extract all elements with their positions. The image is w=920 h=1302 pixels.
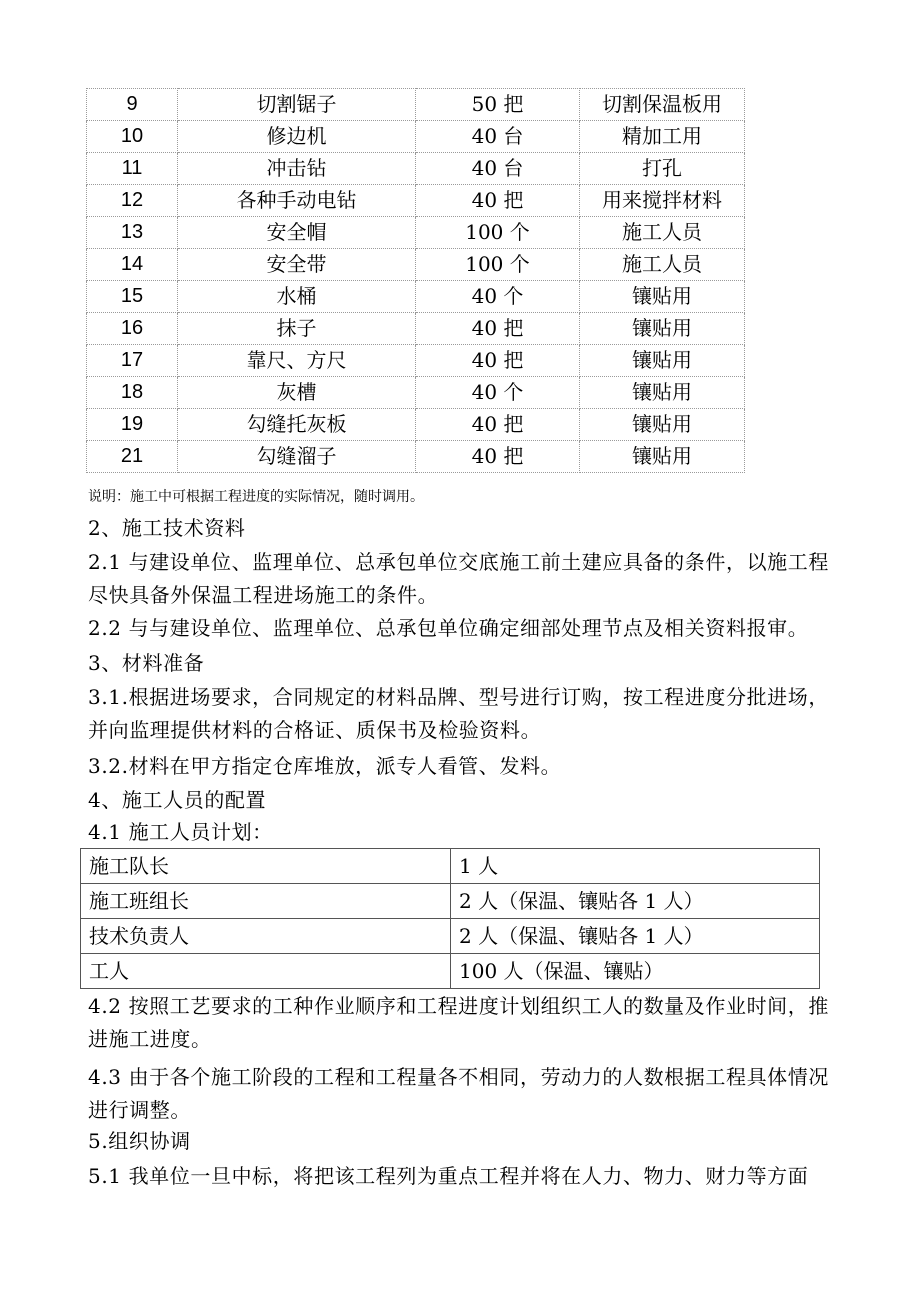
equipment-use: 镶贴用 xyxy=(580,377,745,409)
equipment-qty: 40 把 xyxy=(416,313,580,345)
equipment-name: 切割锯子 xyxy=(178,89,416,121)
table-row xyxy=(81,919,820,954)
equipment-table xyxy=(86,88,745,473)
staff-role: 施工班组长 xyxy=(81,884,451,919)
equipment-no: 16 xyxy=(87,313,178,345)
equipment-qty: 40 把 xyxy=(416,345,580,377)
equipment-qty: 100 个 xyxy=(416,249,580,281)
table-row xyxy=(87,121,745,153)
equipment-use: 镶贴用 xyxy=(580,281,745,313)
equipment-use: 镶贴用 xyxy=(580,409,745,441)
staff-count: 2 人（保温、镶贴各 1 人） xyxy=(451,919,820,954)
equipment-qty: 50 把 xyxy=(416,89,580,121)
equipment-use: 精加工用 xyxy=(580,121,745,153)
table-row xyxy=(87,409,745,441)
equipment-name: 靠尺、方尺 xyxy=(178,345,416,377)
staff-count: 100 人（保温、镶贴） xyxy=(451,954,820,989)
equipment-use: 打孔 xyxy=(580,153,745,185)
equipment-name: 安全带 xyxy=(178,249,416,281)
paragraph-2-1: 2.1 与建设单位、监理单位、总承包单位交底施工前土建应具备的条件，以施工程尽快具备外保温工程进场施工的条件。 xyxy=(88,550,829,607)
equipment-name: 各种手动电钻 xyxy=(178,185,416,217)
table-row xyxy=(87,185,745,217)
equipment-no: 11 xyxy=(87,153,178,185)
paragraph-4-2: 4.2 按照工艺要求的工种作业顺序和工程进度计划组织工人的数量及作业时间，推进施工进度。 xyxy=(88,994,829,1051)
equipment-no: 12 xyxy=(87,185,178,217)
equipment-no: 21 xyxy=(87,441,178,473)
table-note: 说明：施工中可根据工程进度的实际情况，随时调用。 xyxy=(88,489,424,505)
table-row xyxy=(87,345,745,377)
equipment-name: 勾缝托灰板 xyxy=(178,409,416,441)
table-row xyxy=(87,89,745,121)
staff-role: 技术负责人 xyxy=(81,919,451,954)
equipment-no: 15 xyxy=(87,281,178,313)
equipment-name: 冲击钻 xyxy=(178,153,416,185)
paragraph-4-1: 4.1 施工人员计划： xyxy=(88,820,273,844)
paragraph-2-2: 2.2 与与建设单位、监理单位、总承包单位确定细部处理节点及相关资料报审。 xyxy=(88,616,809,640)
equipment-name: 抹子 xyxy=(178,313,416,345)
table-row xyxy=(87,313,745,345)
equipment-use: 镶贴用 xyxy=(580,441,745,473)
equipment-no: 10 xyxy=(87,121,178,153)
section-heading-4: 4、施工人员的配置 xyxy=(88,788,267,812)
equipment-use: 用来搅拌材料 xyxy=(580,185,745,217)
paragraph-3-2: 3.2.材料在甲方指定仓库堆放，派专人看管、发料。 xyxy=(88,754,562,778)
paragraph-5-1: 5.1 我单位一旦中标，将把该工程列为重点工程并将在人力、物力、财力等方面 xyxy=(88,1164,809,1188)
paragraph-3-1: 3.1.根据进场要求，合同规定的材料品牌、型号进行订购，按工程进度分批进场，并向监理提供材料的合格证、质保书及检验资料。 xyxy=(88,685,829,742)
equipment-qty: 40 把 xyxy=(416,409,580,441)
table-row xyxy=(81,884,820,919)
equipment-qty: 100 个 xyxy=(416,217,580,249)
equipment-no: 17 xyxy=(87,345,178,377)
equipment-use: 施工人员 xyxy=(580,217,745,249)
equipment-qty: 40 台 xyxy=(416,121,580,153)
section-heading-5: 5.组织协调 xyxy=(88,1129,191,1153)
equipment-use: 镶贴用 xyxy=(580,345,745,377)
section-heading-3: 3、材料准备 xyxy=(88,651,205,675)
table-row xyxy=(87,153,745,185)
staff-role: 工人 xyxy=(81,954,451,989)
equipment-name: 灰槽 xyxy=(178,377,416,409)
table-row xyxy=(87,441,745,473)
equipment-no: 13 xyxy=(87,217,178,249)
equipment-qty: 40 把 xyxy=(416,441,580,473)
equipment-name: 勾缝溜子 xyxy=(178,441,416,473)
staff-count: 1 人 xyxy=(451,849,820,884)
equipment-qty: 40 个 xyxy=(416,377,580,409)
table-row xyxy=(81,849,820,884)
equipment-name: 水桶 xyxy=(178,281,416,313)
section-heading-2: 2、施工技术资料 xyxy=(88,516,246,540)
table-row xyxy=(87,281,745,313)
paragraph-4-3: 4.3 由于各个施工阶段的工程和工程量各不相同，劳动力的人数根据工程具体情况进行调整。 xyxy=(88,1065,829,1122)
equipment-qty: 40 个 xyxy=(416,281,580,313)
equipment-qty: 40 把 xyxy=(416,185,580,217)
staff-role: 施工队长 xyxy=(81,849,451,884)
equipment-use: 切割保温板用 xyxy=(580,89,745,121)
table-row xyxy=(87,217,745,249)
equipment-name: 安全帽 xyxy=(178,217,416,249)
equipment-name: 修边机 xyxy=(178,121,416,153)
table-row xyxy=(81,954,820,989)
staff-table xyxy=(80,848,820,989)
equipment-use: 施工人员 xyxy=(580,249,745,281)
staff-count: 2 人（保温、镶贴各 1 人） xyxy=(451,884,820,919)
equipment-use: 镶贴用 xyxy=(580,313,745,345)
equipment-qty: 40 台 xyxy=(416,153,580,185)
equipment-no: 14 xyxy=(87,249,178,281)
table-row xyxy=(87,249,745,281)
table-row xyxy=(87,377,745,409)
equipment-no: 19 xyxy=(87,409,178,441)
equipment-no: 9 xyxy=(87,89,178,121)
equipment-no: 18 xyxy=(87,377,178,409)
